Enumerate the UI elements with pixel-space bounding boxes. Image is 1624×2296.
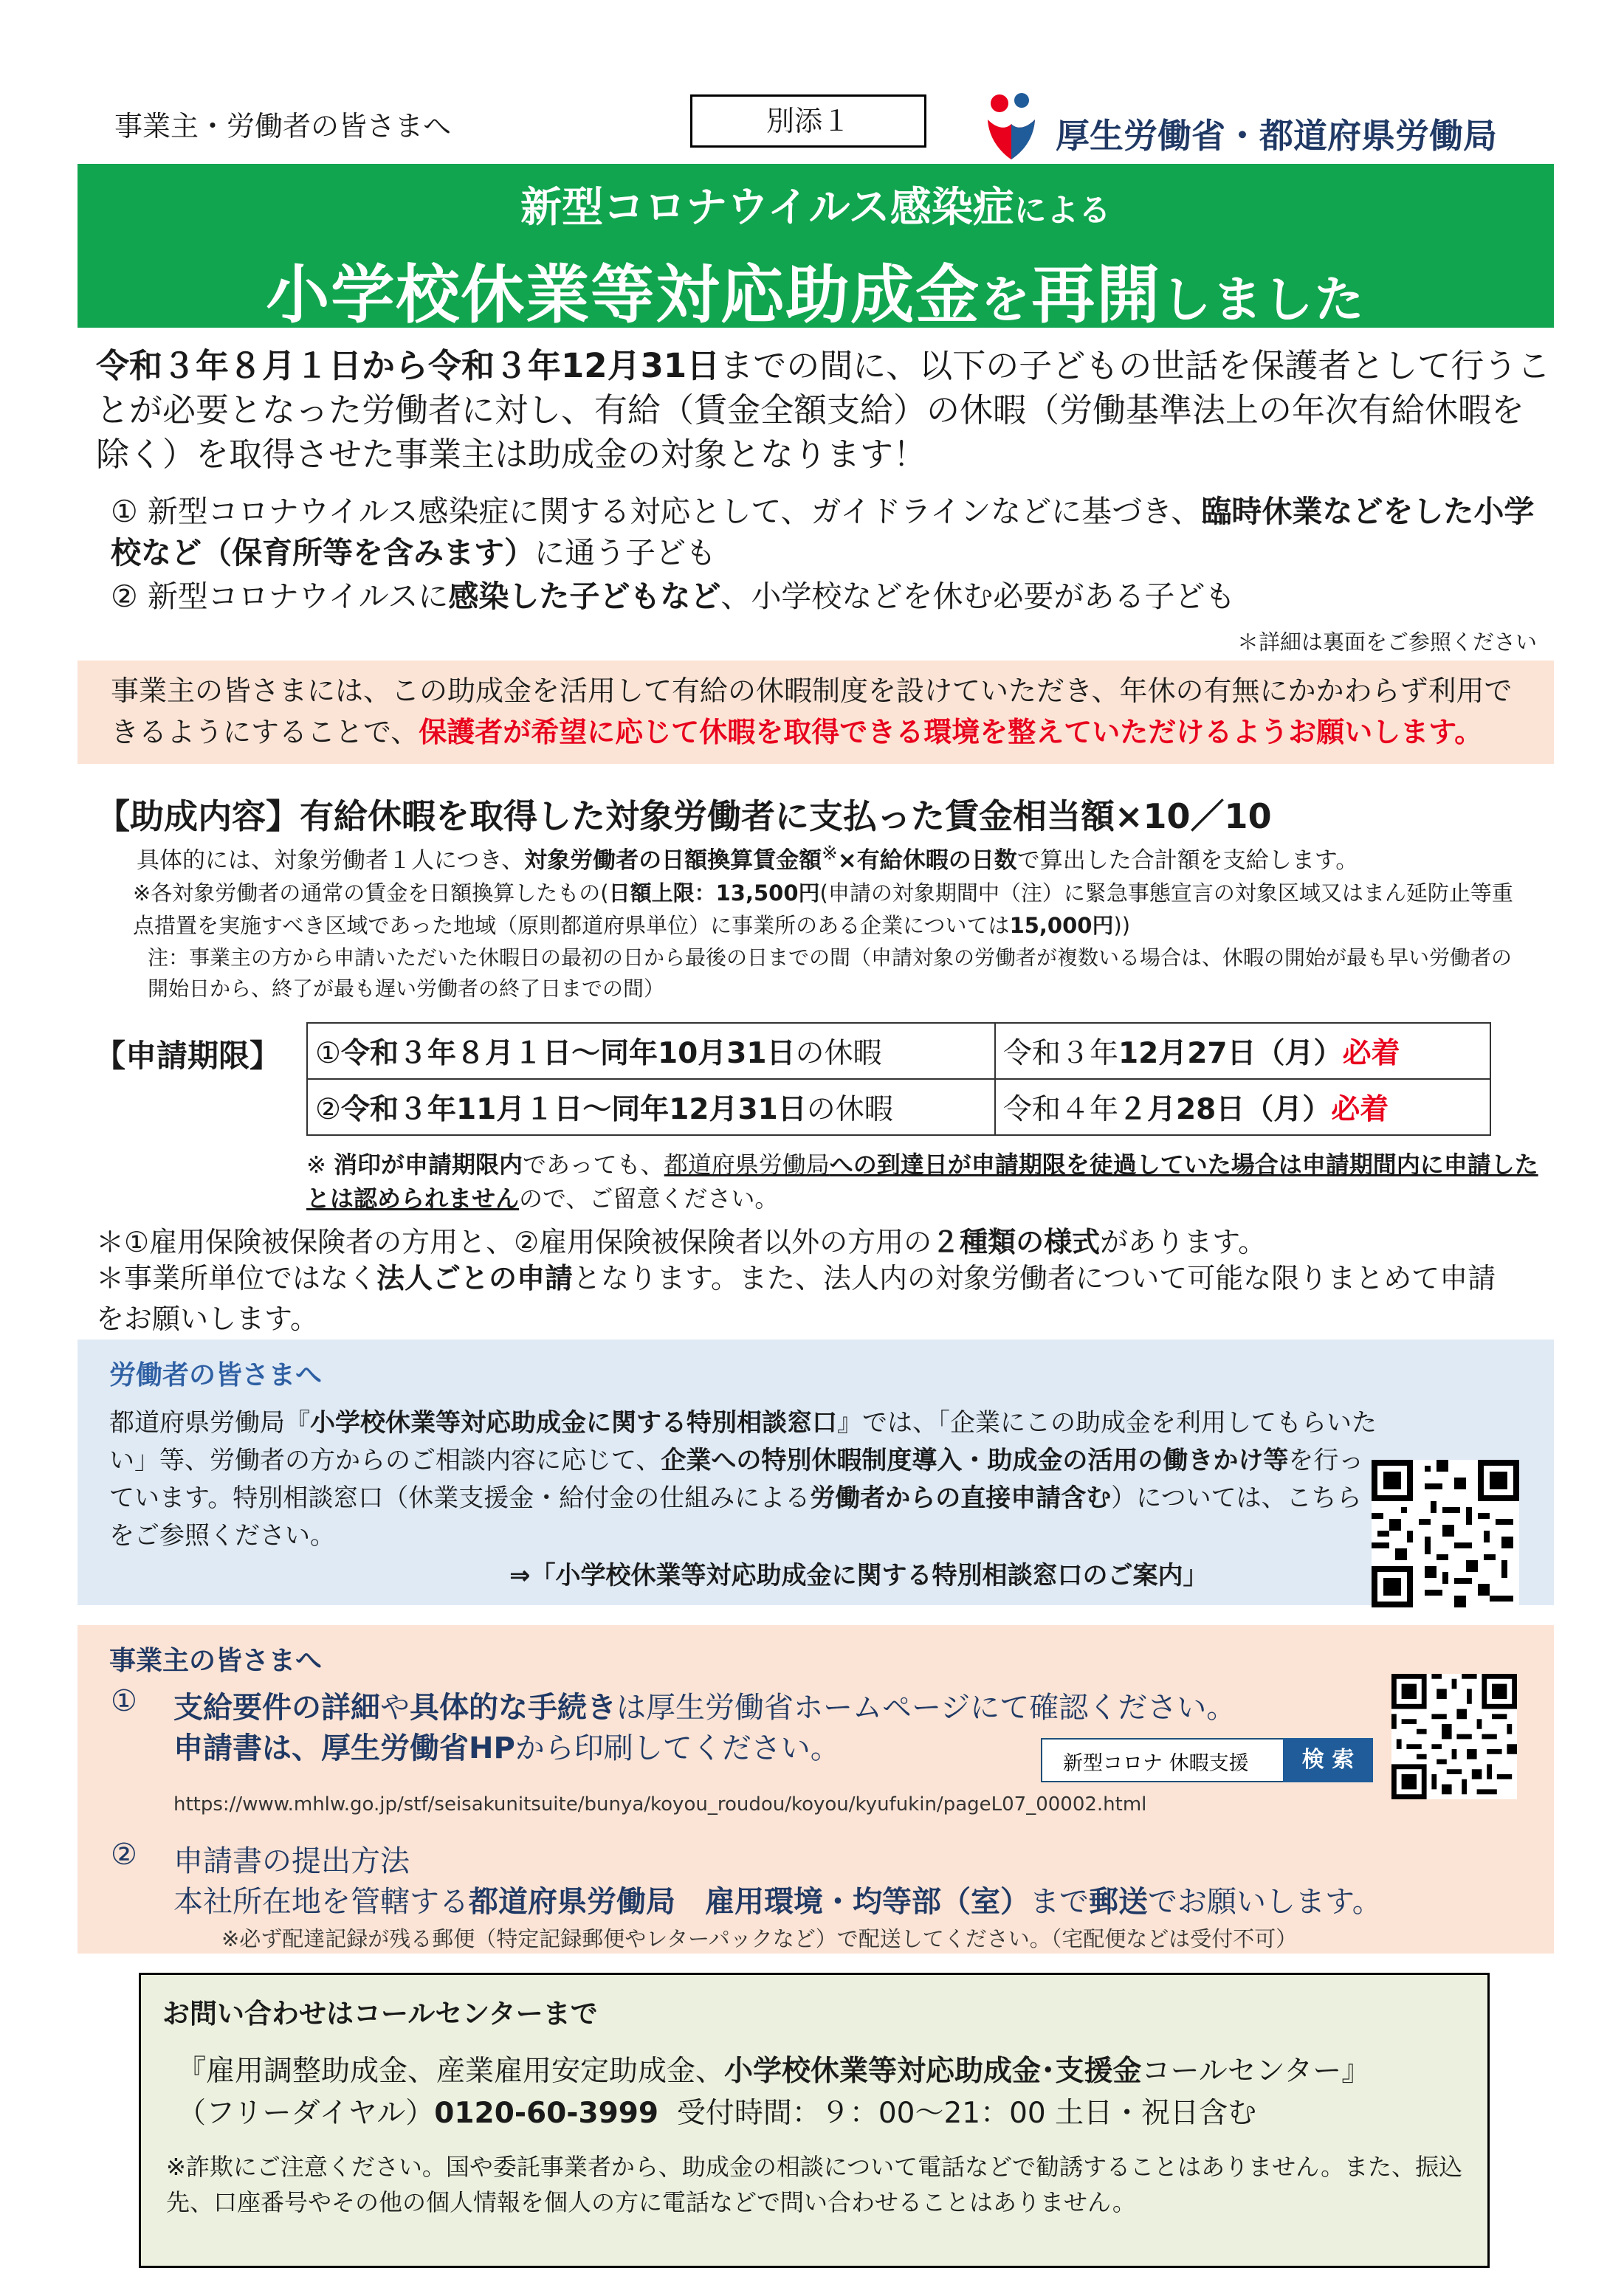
- form-types-note: ＊①雇用保険被保険者の方用と、②雇用保険被保険者以外の方用の２種類の様式があります。: [96, 1226, 1267, 1258]
- employer-item-number: ②: [111, 1838, 137, 1872]
- deadline-note: ※ 消印が申請期限内であっても、都道府県労働局への到達日が申請期限を徒過していた場合は申請期間内に申請したとは認められませんので、ご留意ください。: [306, 1151, 1538, 1213]
- deadline-due: 令和４年２月28日（月）必着: [995, 1079, 1490, 1135]
- employer-message: 事業主の皆さまには、この助成金を活用して有給の休暇制度を設けていただき、年休の有無にかかわらず利用できるようにすることで、保護者が希望に応じて休暇を取得できる環境を整えていただけるようお願いします。: [111, 675, 1513, 748]
- title-banner: [78, 164, 1554, 332]
- call-center-phone: （フリーダイヤル）0120-60-3999 受付時間：９：00～21：00 土日・祝日含む: [177, 2097, 1257, 2130]
- deadline-period: ②令和３年11月１日～同年12月31日の休暇: [307, 1079, 995, 1135]
- search-button[interactable]: 検 索: [1283, 1738, 1373, 1782]
- phone-number[interactable]: 0120-60-3999: [434, 2097, 659, 2130]
- subsidy-calc-line: 具体的には、対象労働者１人につき、対象労働者の日額換算賃金額※×有給休暇の日数で算出した合計額を支給します。: [137, 842, 1359, 874]
- submission-method-text: 本社所在地を管轄する都道府県労働局 雇用環境・均等部（室）まで郵送でお願いします。: [173, 1885, 1382, 1919]
- deadline-period: ①令和３年８月１日～同年10月31日の休暇: [307, 1023, 995, 1079]
- deadline-row: [307, 1079, 1490, 1135]
- fraud-warning: ※詐欺にご注意ください。国や委託事業者から、助成金の相談について電話などで勧誘することはありません。また、振込先、口座番号やその他の個人情報を個人の方に電話などで問い合わせることはありません。: [166, 2153, 1463, 2216]
- deadline-table: [306, 1022, 1491, 1136]
- subsidy-heading: 【助成内容】有給休暇を取得した対象労働者に支払った賃金相当額×10／10: [96, 796, 1272, 836]
- deadline-due: 令和３年12月27日（月）必着: [995, 1023, 1490, 1079]
- qr-code-icon[interactable]: [1391, 1674, 1517, 1799]
- ministry-name: 厚生労働省・都道府県労働局: [1056, 116, 1497, 156]
- subsidy-cap-note: ※各対象労働者の通常の賃金を日額換算したもの(日額上限：13,500円(申請の対象期間中（注）に緊急事態宣言の対象区域又はまん延防止等重点措置を実施すべき区域であった地域（原則都道府県単位）に事業所のある企業については15,000円)): [133, 880, 1513, 938]
- search-input[interactable]: 新型コロナ 休暇支援: [1063, 1752, 1249, 1775]
- employer-item-number: ①: [111, 1684, 137, 1718]
- deadline-row: [307, 1023, 1490, 1079]
- workers-heading: 労働者の皆さまへ: [109, 1360, 323, 1390]
- banner-line-2: 小学校休業等対応助成金を再開しました: [266, 258, 1366, 332]
- call-center-name: 『雇用調整助成金、産業雇用安定助成金、小学校休業等対応助成金･支援金コールセンター』: [177, 2055, 1371, 2088]
- consultation-window-link[interactable]: ⇒「小学校休業等対応助成金に関する特別相談窓口のご案内」: [509, 1561, 1208, 1590]
- eligible-child-item-2: ② 新型コロナウイルスに感染した子どもなど、小学校などを休む必要がある子ども: [111, 579, 1236, 614]
- mail-note: ※必ず配達記録が残る郵便（特定記録郵便やレターパックなど）で配送してください。（宅配便などは受付不可）: [221, 1926, 1298, 1951]
- contact-heading: お問い合わせはコールセンターまで: [162, 1998, 598, 2030]
- subsidy-period-note: 注：事業主の方から申請いただいた休暇日の最初の日から最後の日までの間（申請対象の労働者が複数いる場合は、休暇の開始が最も早い労働者の開始日から、終了が最も遅い労働者の終了日までの間）: [148, 945, 1513, 1001]
- eligible-child-item-1: ① 新型コロナウイルス感染症に関する対応として、ガイドラインなどに基づき、臨時休業などをした小学校など（保育所等を含みます）に通う子ども: [111, 494, 1535, 570]
- ministry-logo-icon: [982, 87, 1039, 161]
- workers-text: 都道府県労働局『小学校休業等対応助成金に関する特別相談窓口』では、「企業にこの助成金を利用してもらいたい」等、労働者の方からのご相談内容に応じて、企業への特別休暇制度導入・助成金の活用の働きかけ等を行っています。特別相談窓口（休業支援金・給付金の仕組みによる労働者からの直接申請含む）については、こちらをご参照ください。: [109, 1408, 1377, 1551]
- employer-requirements-line: 支給要件の詳細や具体的な手続きは厚生労働省ホームページにて確認ください。: [173, 1691, 1236, 1725]
- qr-code-icon[interactable]: [1372, 1460, 1519, 1607]
- employer-print-line: 申請書は、厚生労働省HPから印刷してください。: [173, 1731, 840, 1765]
- employers-heading: 事業主の皆さまへ: [109, 1646, 323, 1676]
- attachment-label: 別添１: [690, 94, 926, 148]
- corporate-application-note: ＊事業所単位ではなく法人ごとの申請となります。また、法人内の対象労働者について可能な限りまとめて申請をお願いします。: [96, 1262, 1496, 1335]
- details-note: ＊詳細は裏面をご参照ください: [1236, 630, 1537, 655]
- mhlw-url-link[interactable]: https://www.mhlw.go.jp/stf/seisakunitsuite/bunya/koyou_roudou/koyou/kyufukin/pageL07_00002.html: [173, 1793, 1147, 1816]
- banner-line-1: 新型コロナウイルス感染症による: [520, 184, 1111, 232]
- submission-method-heading: 申請書の提出方法: [173, 1844, 410, 1878]
- intro-paragraph: 令和３年８月１日から令和３年12月31日までの間に、以下の子どもの世話を保護者として行うことが必要となった労働者に対し、有給（賃金全額支給）の休暇（労働基準法上の年次有給休暇を除く）を取得させた事業主は助成金の対象となります！: [96, 346, 1551, 474]
- audience-line: 事業主・労働者の皆さまへ: [114, 110, 452, 142]
- deadline-label: 【申請期限】: [94, 1038, 281, 1074]
